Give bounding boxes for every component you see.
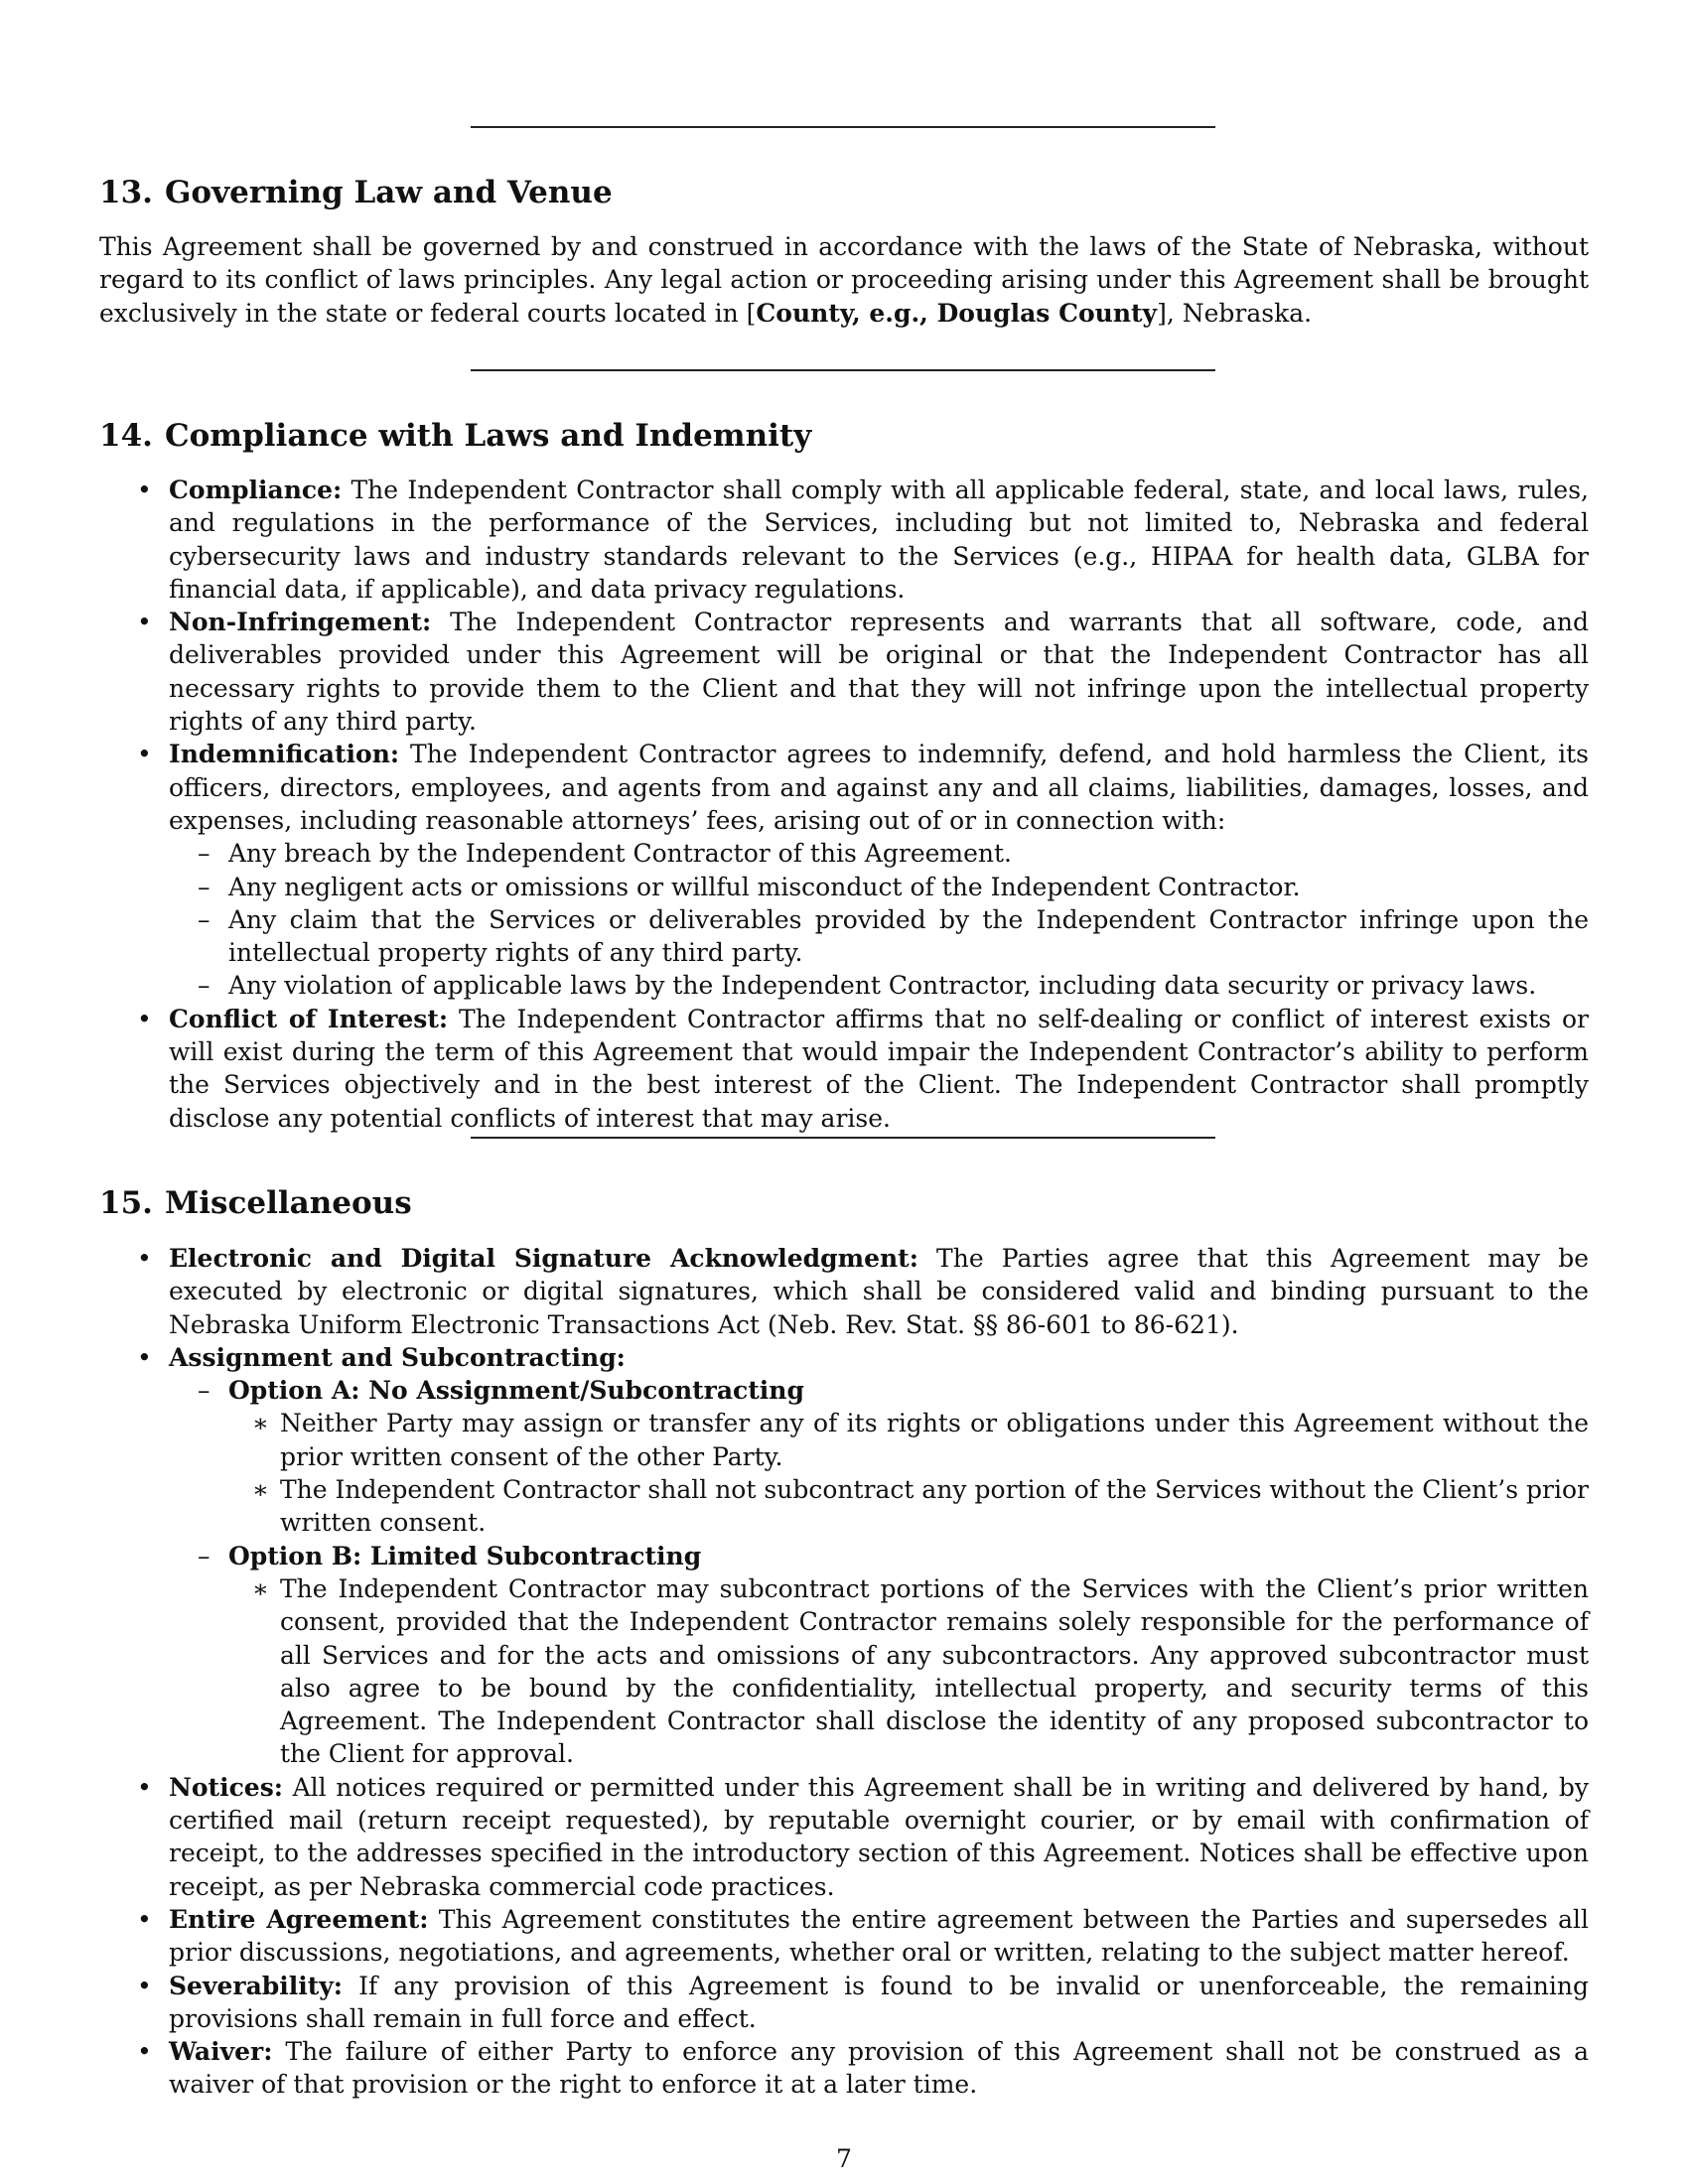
section-title: Governing Law and Venue bbox=[164, 175, 613, 210]
section-title: Miscellaneous bbox=[164, 1185, 412, 1221]
item-text: The failure of either Party to enforce any provision of this Agreement shall not be construed as a waiver of that provision or the right to enforce it at a later time. bbox=[169, 2037, 1589, 2100]
section-15-heading bbox=[99, 1184, 412, 1222]
page-number: 7 bbox=[836, 2144, 852, 2173]
section-14-heading bbox=[99, 417, 811, 455]
indemnification-sublist bbox=[169, 837, 1589, 1002]
list-item bbox=[99, 1341, 1589, 1771]
compliance-list bbox=[99, 474, 1589, 1135]
list-item bbox=[99, 474, 1589, 606]
option-label: Option A: No Assignment/Subcontracting bbox=[228, 1376, 804, 1406]
item-label: Notices: bbox=[169, 1772, 284, 1802]
item-label: Non-Infringement: bbox=[169, 608, 432, 637]
list-item bbox=[99, 1970, 1589, 2036]
item-label: Conflict of Interest: bbox=[169, 1004, 449, 1033]
item-text: The Parties agree that this Agreement may be executed by electronic or digital signatures, which shall be considered valid and binding pursuant to the Nebraska Uniform Electronic Transactions Act (Neb. Rev. Stat. §§ 86-601 to 86-621). bbox=[169, 1244, 1589, 1339]
list-item bbox=[99, 606, 1589, 738]
paragraph-text: This Agreement shall be governed by and construed in accordance with the laws of the State of Nebraska, without regard to its conflict of laws principles. Any legal action or proceeding arising under this Agreement shall be brought exclusively in the state or federal courts located in [ bbox=[99, 232, 1589, 328]
sublist-item: – Any breach by the Independent Contractor of this Agreement. bbox=[169, 837, 1589, 870]
list-item bbox=[99, 1003, 1589, 1135]
list-item bbox=[99, 2035, 1589, 2102]
assignment-options bbox=[169, 1374, 1589, 1771]
governing-law-paragraph bbox=[99, 230, 1589, 330]
section-divider bbox=[471, 126, 1215, 128]
option-b-items bbox=[228, 1572, 1589, 1771]
sublist-item: – Any claim that the Services or deliverables provided by the Independent Contractor infringe upon the intellectual property rights of any third party. bbox=[169, 903, 1589, 970]
list-item bbox=[99, 1242, 1589, 1341]
item-text: This Agreement constitutes the entire agreement between the Parties and supersedes all prior discussions, negotiations, and agreements, whether oral or written, relating to the subject matter hereof. bbox=[169, 1904, 1589, 1968]
section-divider bbox=[471, 369, 1215, 371]
section-number: 14. bbox=[99, 418, 153, 454]
list-item bbox=[99, 1771, 1589, 1903]
section-number: 15. bbox=[99, 1185, 153, 1221]
item-label: Assignment and Subcontracting: bbox=[169, 1342, 626, 1372]
item-label: Entire Agreement: bbox=[169, 1904, 429, 1934]
list-item bbox=[99, 1903, 1589, 1970]
item-label: Electronic and Digital Signature Acknowledgment: bbox=[169, 1244, 918, 1273]
item-text: The Independent Contractor shall comply with all applicable federal, state, and local laws, rules, and regulations in the performance of the Services, including but not limited to, Nebraska and federal cybersecurity laws and industry standards relevant to the Services (e.g., HIPAA for health data, GLBA for financial data, if applicable), and data privacy regulations. bbox=[169, 476, 1589, 604]
item-label: Compliance: bbox=[169, 476, 343, 504]
item-label: Indemnification: bbox=[169, 740, 400, 769]
option-b bbox=[169, 1540, 1589, 1771]
section-divider bbox=[471, 1137, 1215, 1139]
section-title: Compliance with Laws and Indemnity bbox=[164, 418, 812, 454]
miscellaneous-list bbox=[99, 1242, 1589, 2102]
option-item: ∗ The Independent Contractor shall not subcontract any portion of the Services without the Client’s prior written consent. bbox=[228, 1473, 1589, 1540]
item-label: Severability: bbox=[169, 1971, 344, 2000]
option-item: ∗ Neither Party may assign or transfer any of its rights or obligations under this Agreement without the prior written consent of the other Party. bbox=[228, 1407, 1589, 1473]
option-label: Option B: Limited Subcontracting bbox=[228, 1541, 702, 1570]
item-text: If any provision of this Agreement is found to be invalid or unenforceable, the remaining provisions shall remain in full force and effect. bbox=[169, 1971, 1589, 2033]
item-text: All notices required or permitted under this Agreement shall be in writing and delivered by hand, by certified mail (return receipt requested), by reputable overnight courier, or by email with confirmation of receipt, to the addresses specified in the introductory section of this Agreement. Notices shall be effective upon receipt, as per Nebraska commercial code practices. bbox=[169, 1772, 1589, 1901]
section-13-heading bbox=[99, 174, 613, 211]
item-label: Waiver: bbox=[169, 2037, 273, 2067]
sublist-item: – Any negligent acts or omissions or willful misconduct of the Independent Contractor. bbox=[169, 871, 1589, 903]
county-placeholder: County, e.g., Douglas County bbox=[756, 298, 1158, 328]
sublist-item: – Any violation of applicable laws by the Independent Contractor, including data security or privacy laws. bbox=[169, 969, 1589, 1002]
option-a-items bbox=[228, 1407, 1589, 1539]
option-a bbox=[169, 1374, 1589, 1539]
list-item bbox=[99, 738, 1589, 1002]
item-text: The Independent Contractor agrees to indemnify, defend, and hold harmless the Client, its officers, directors, employees, and agents from and against any and all claims, liabilities, damages, losses, and expenses, including reasonable attorneys’ fees, arising out of or in connection with: bbox=[169, 740, 1589, 835]
item-text: The Independent Contractor represents and warrants that all software, code, and deliverables provided under this Agreement will be original or that the Independent Contractor has all necessary rights to provide them to the Client and that they will not infringe upon the intellectual property rights of any third party. bbox=[169, 608, 1589, 737]
section-number: 13. bbox=[99, 175, 153, 210]
item-text: The Independent Contractor affirms that no self-dealing or conflict of interest exists or will exist during the term of this Agreement that would impair the Independent Contractor’s ability to perform the Services objectively and in the best interest of the Client. The Independent Contractor shall promptly disclose any potential conflicts of interest that may arise. bbox=[169, 1004, 1589, 1133]
paragraph-text: ], Nebraska. bbox=[1157, 298, 1313, 328]
option-item: ∗ The Independent Contractor may subcontract portions of the Services with the Client’s prior written consent, provided that the Independent Contractor remains solely responsible for the performance of all Services and for the acts and omissions of any subcontractors. Any approved subcontractor must also agree to be bound by the confidentiality, intellectual property, and security terms of this Agreement. The Independent Contractor shall disclose the identity of any proposed subcontractor to the Client for approval. bbox=[228, 1572, 1589, 1771]
